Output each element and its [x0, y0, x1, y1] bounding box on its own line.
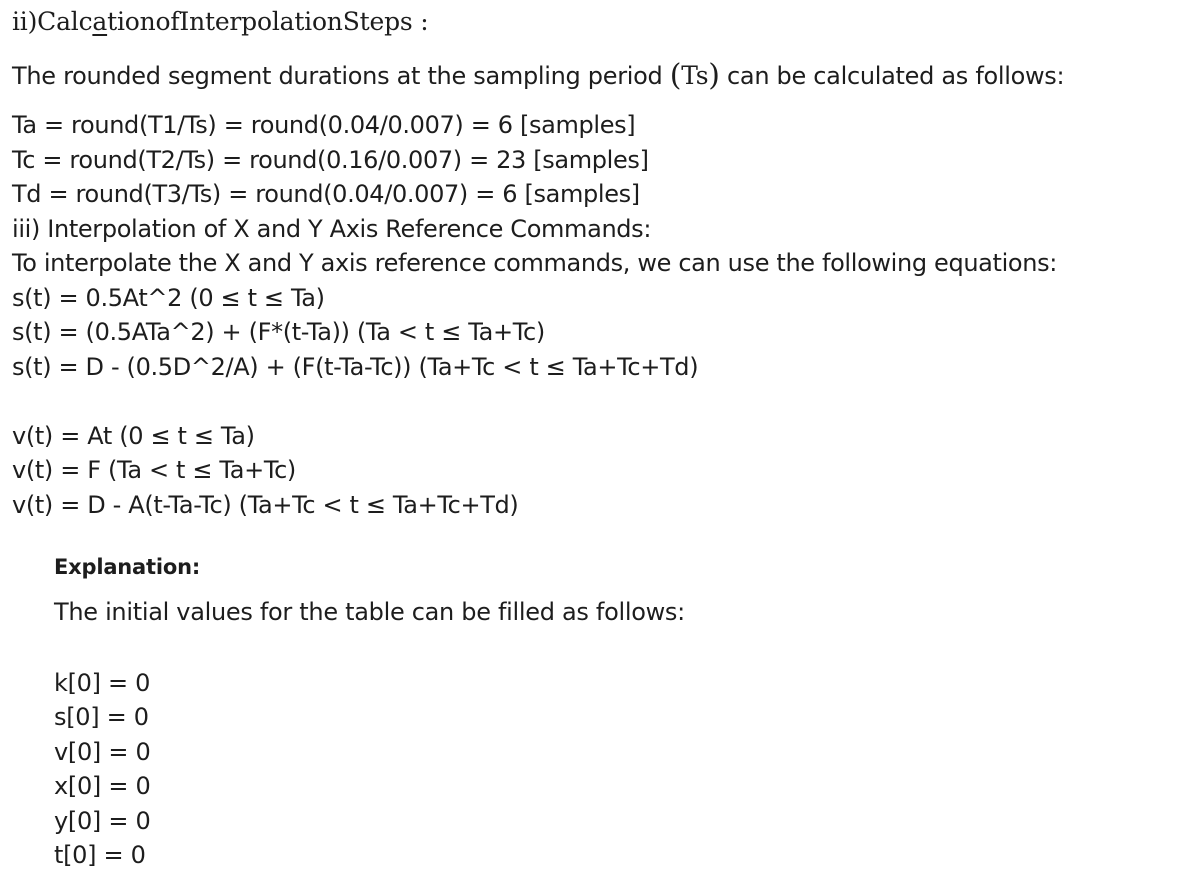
- intro-text-after: can be calculated as follows:: [719, 62, 1065, 90]
- text-line: s(t) = D - (0.5D^2/A) + (F(t-Ta-Tc)) (Ta+Tc < t ≤ Ta+Tc+Td): [12, 352, 699, 381]
- paren-open: (: [669, 58, 682, 93]
- explanation-text: The initial values for the table can be filled as follows:: [54, 598, 685, 626]
- initial-value: x[0] = 0: [54, 772, 151, 801]
- text-line: v(t) = D - A(t-Ta-Tc) (Ta+Tc < t ≤ Ta+Tc+Td): [12, 490, 519, 519]
- heading-prefix: ii)Calc: [12, 7, 93, 36]
- initial-value: s[0] = 0: [54, 703, 149, 732]
- text-line: Ta = round(T1/Ts) = round(0.04/0.007) = 6 [samples]: [12, 111, 636, 139]
- text-line: Tc = round(T2/Ts) = round(0.16/0.007) = 23 [samples]: [12, 145, 649, 174]
- paren-close: ): [708, 58, 720, 93]
- section-heading: [12, 4, 428, 40]
- text-line: v(t) = At (0 ≤ t ≤ Ta): [12, 421, 255, 450]
- text-line: iii) Interpolation of X and Y Axis Reference Commands:: [12, 214, 652, 243]
- equation-lines: [12, 108, 1057, 522]
- sampling-period-symbol: [669, 58, 720, 93]
- heading-underlined-letter: a: [92, 7, 108, 36]
- initial-value: y[0] = 0: [54, 806, 151, 835]
- intro-paragraph: [12, 58, 1064, 94]
- text-line: s(t) = 0.5At^2 (0 ≤ t ≤ Ta): [12, 283, 325, 312]
- text-line: To interpolate the X and Y axis reference commands, we can use the following equations:: [12, 249, 1058, 277]
- initial-value: v[0] = 0: [54, 737, 151, 766]
- text-line: s(t) = (0.5ATa^2) + (F*(t-Ta)) (Ta < t ≤ Ta+Tc): [12, 318, 545, 346]
- blank-line: [12, 384, 1057, 419]
- explanation-title: Explanation:: [54, 555, 201, 579]
- initial-value: k[0] = 0: [54, 669, 151, 697]
- symbol-ts: Ts: [681, 61, 709, 90]
- initial-values-list: [54, 666, 150, 872]
- initial-value: t[0] = 0: [54, 840, 146, 869]
- text-line: v(t) = F (Ta < t ≤ Ta+Tc): [12, 456, 296, 484]
- intro-text-before: The rounded segment durations at the sampling period: [12, 62, 670, 90]
- heading-suffix: tionofInterpolationSteps :: [107, 7, 429, 36]
- text-line: Td = round(T3/Ts) = round(0.04/0.007) = 6 [samples]: [12, 180, 640, 208]
